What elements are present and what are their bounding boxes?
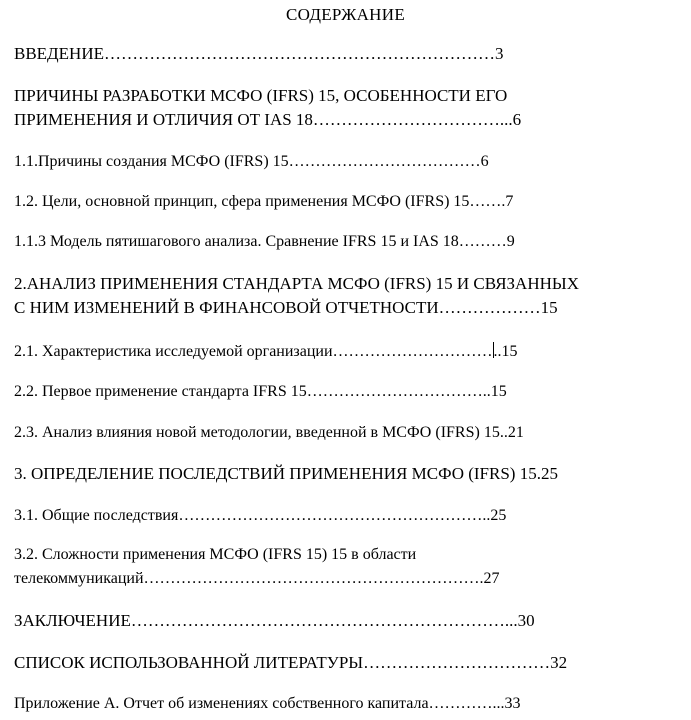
toc-entry-references[interactable] xyxy=(14,651,662,675)
toc-entry-appendix-a[interactable] xyxy=(14,692,662,716)
toc-line: СПИСОК ИСПОЛЬЗОВАННОЙ ЛИТЕРАТУРЫ……………………………32 xyxy=(14,653,568,672)
toc-line xyxy=(14,340,662,364)
toc-entry-3-2[interactable] xyxy=(14,543,662,591)
toc-entry-1-1-3[interactable] xyxy=(14,230,662,254)
toc-entry-chapter-1[interactable] xyxy=(14,84,662,132)
toc-entry-2-2[interactable] xyxy=(14,380,662,404)
toc-line: 1.1.Причины создания МСФО (IFRS) 15………………………………6 xyxy=(14,153,489,170)
toc-line: 1.2. Цели, основной принцип, сфера применения МСФО (IFRS) 15…….7 xyxy=(14,193,514,210)
toc-line: 2.АНАЛИЗ ПРИМЕНЕНИЯ СТАНДАРТА МСФО (IFRS) 15 И СВЯЗАННЫХ xyxy=(14,274,579,293)
toc-line: телекоммуникаций……………………………………………………….27 xyxy=(14,570,500,587)
toc-line: 3.1. Общие последствия…………………………………………………..25 xyxy=(14,507,507,524)
toc-line: 1.1.3 Модель пятишагового анализа. Сравнение IFRS 15 и IAS 18………9 xyxy=(14,233,515,250)
toc-entry-1-1[interactable] xyxy=(14,150,662,174)
toc-line: ПРИМЕНЕНИЯ И ОТЛИЧИЯ ОТ IAS 18……………………………...6 xyxy=(14,110,522,129)
toc-line: ПРИЧИНЫ РАЗРАБОТКИ МСФО (IFRS) 15, ОСОБЕННОСТИ ЕГО xyxy=(14,86,508,105)
toc-line: С НИМ ИЗМЕНЕНИЙ В ФИНАНСОВОЙ ОТЧЕТНОСТИ………………15 xyxy=(14,298,558,317)
toc-line: 2.3. Анализ влияния новой методологии, введенной в МСФО (IFRS) 15..21 xyxy=(14,424,524,441)
toc-entry-chapter-3[interactable] xyxy=(14,462,662,486)
toc-line: 3.2. Сложности применения МСФО (IFRS 15) 15 в области xyxy=(14,546,417,563)
toc-entry-2-1[interactable] xyxy=(14,340,662,364)
toc-line: 3. ОПРЕДЕЛЕНИЕ ПОСЛЕДСТВИЙ ПРИМЕНЕНИЯ МСФО (IFRS) 15.25 xyxy=(14,464,558,483)
toc-title: СОДЕРЖАНИЕ xyxy=(285,5,406,24)
toc-line: 2.2. Первое применение стандарта IFRS 15……………………………..15 xyxy=(14,383,507,400)
toc-entry-2-3[interactable] xyxy=(14,421,662,445)
toc-line-page: ..15 xyxy=(493,343,518,360)
toc-entry-conclusion[interactable] xyxy=(14,609,662,633)
toc-line: ВВЕДЕНИЕ……………………………………………………………3 xyxy=(14,44,504,63)
toc-line-text: 2.1. Характеристика исследуемой организации………………………… xyxy=(14,343,493,360)
toc-entry-chapter-2[interactable] xyxy=(14,272,662,320)
toc-line: Приложение А. Отчет об изменениях собственного капитала…………...33 xyxy=(14,695,521,712)
toc-entry-introduction[interactable] xyxy=(14,42,662,66)
toc-entry-3-1[interactable] xyxy=(14,504,662,528)
toc-entry-1-2[interactable] xyxy=(14,190,662,214)
toc-line: ЗАКЛЮЧЕНИЕ…………………………………………………………...30 xyxy=(14,611,535,630)
